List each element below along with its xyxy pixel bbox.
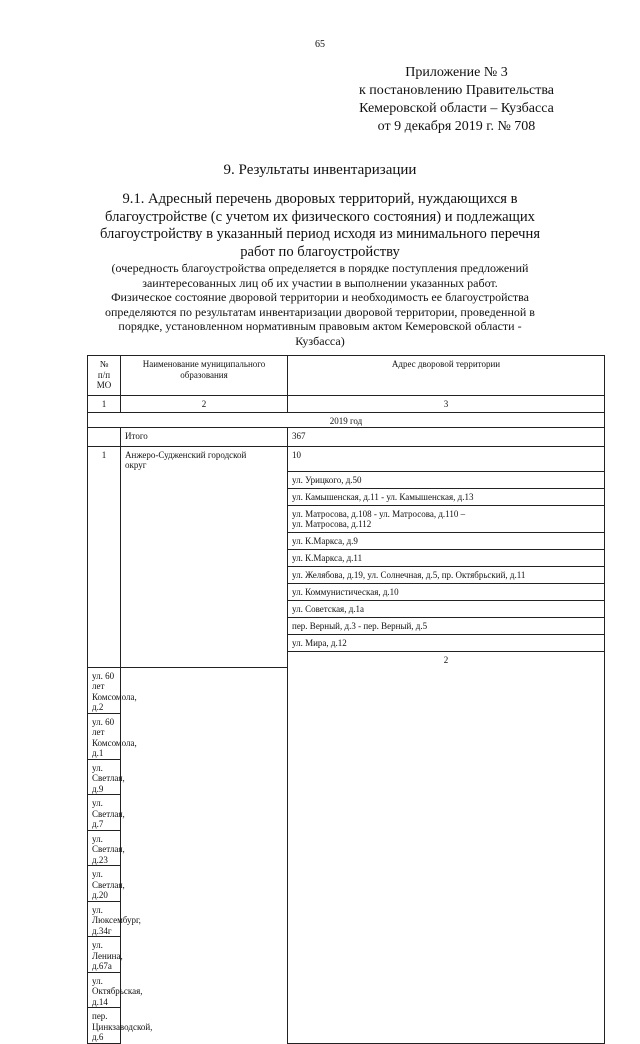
table-header-row xyxy=(88,356,605,396)
address-cell: ул. Светлая, д.23 xyxy=(88,830,121,866)
note-line: (очередность благоустройства определяется в порядке поступления предложений xyxy=(111,261,529,275)
address-cell: пер. Цинкзаводской, д.6 xyxy=(88,1008,121,1044)
address-cell: ул. 60 лет Комсомола, д.2 xyxy=(88,667,121,713)
address-cell xyxy=(288,505,605,532)
total-value: 367 xyxy=(288,427,605,446)
table-row xyxy=(88,446,605,471)
group-name xyxy=(121,446,288,667)
page-number: 65 xyxy=(315,39,325,50)
address-cell: ул. Мира, д.12 xyxy=(288,634,605,651)
subsection-title xyxy=(70,191,570,261)
address-cell: ул. Октябрьская, д.14 xyxy=(88,972,121,1008)
address-cell: ул. К.Маркса, д.9 xyxy=(288,532,605,549)
group-name-line: округ xyxy=(125,460,147,470)
header-num-line: п/п xyxy=(97,369,111,380)
subsection-title-line: благоустройстве (с учетом их физического состояния) и подлежащих xyxy=(105,208,535,225)
address-cell: ул. К.Маркса, д.11 xyxy=(288,549,605,566)
note-line: Физическое состояние дворовой территории и необходимость ее благоустройства xyxy=(111,290,529,304)
address-cell: ул. 60 лет Комсомола, д.1 xyxy=(88,713,121,759)
total-num xyxy=(88,427,121,446)
appendix-line: Кемеровской области – Кузбасса xyxy=(359,101,554,116)
address-cell: ул. Люксембург, д.34г xyxy=(88,901,121,937)
group-num: 1 xyxy=(88,446,121,667)
year-row xyxy=(88,413,605,428)
address-cell: ул. Советская, д.1а xyxy=(288,600,605,617)
header-address: Адрес дворовой территории xyxy=(288,356,605,396)
address-cell: ул. Коммунистическая, д.10 xyxy=(288,583,605,600)
subsection-title-line: 9.1. Адресный перечень дворовых территорий, нуждающихся в xyxy=(122,191,518,207)
header-num-line: № xyxy=(99,359,109,369)
note-line: заинтересованных лиц об их участии в выполнении указанных работ. xyxy=(142,275,498,290)
group-name-line: Анжеро-Судженский городской xyxy=(125,449,247,460)
total-label: Итого xyxy=(121,427,288,446)
appendix-line: к постановлению Правительства xyxy=(358,83,554,98)
address-cell: ул. Светлая, д.9 xyxy=(88,759,121,795)
column-number-row xyxy=(88,396,605,413)
header-municipality-line: Наименование муниципального xyxy=(142,359,266,369)
address-line: ул. Матросова, д.108 - ул. Матросова, д.110 – xyxy=(292,508,466,519)
total-row xyxy=(88,427,605,446)
column-number: 2 xyxy=(121,396,288,413)
section-title: 9. Результаты инвентаризации xyxy=(223,162,417,178)
appendix-line: Приложение № 3 xyxy=(405,65,508,80)
address-cell: ул. Желябова, д.19, ул. Солнечная, д.5, пр. Октябрьский, д.11 xyxy=(288,566,605,583)
address-line: ул. Матросова, д.112 xyxy=(292,519,372,529)
address-cell: ул. Урицкого, д.50 xyxy=(288,471,605,488)
appendix-line: от 9 декабря 2019 г. № 708 xyxy=(377,119,536,134)
subsection-title-line: благоустройству в указанный период исходя из минимального перечня xyxy=(99,226,541,242)
header-num-line: МО xyxy=(96,380,112,390)
address-cell: ул. Светлая, д.7 xyxy=(88,795,121,831)
year-label: 2019 год xyxy=(88,413,605,428)
appendix-header xyxy=(359,64,554,136)
address-cell: ул. Ленина, д.67а xyxy=(88,937,121,973)
header-num xyxy=(88,356,121,396)
explanatory-note xyxy=(70,261,570,348)
header-municipality xyxy=(121,356,288,396)
column-number: 3 xyxy=(288,396,605,413)
address-cell: пер. Верный, д.3 - пер. Верный, д.5 xyxy=(288,617,605,634)
column-number: 1 xyxy=(88,396,121,413)
address-cell: ул. Светлая, д.20 xyxy=(88,866,121,902)
group-num: 2 xyxy=(288,651,605,1043)
note-line: Кузбасса) xyxy=(295,333,345,348)
address-table xyxy=(87,355,605,1044)
header-municipality-line: образования xyxy=(180,369,228,380)
note-line: определяются по результатам инвентаризации дворовой территории, проведенной в xyxy=(105,304,535,319)
address-cell: ул. Камышенская, д.11 - ул. Камышенская, д.13 xyxy=(288,488,605,505)
group-count: 10 xyxy=(288,446,605,471)
note-line: порядке, установленном нормативным правовым актом Кемеровской области - xyxy=(118,319,522,333)
subsection-title-line: работ по благоустройству xyxy=(240,243,400,260)
